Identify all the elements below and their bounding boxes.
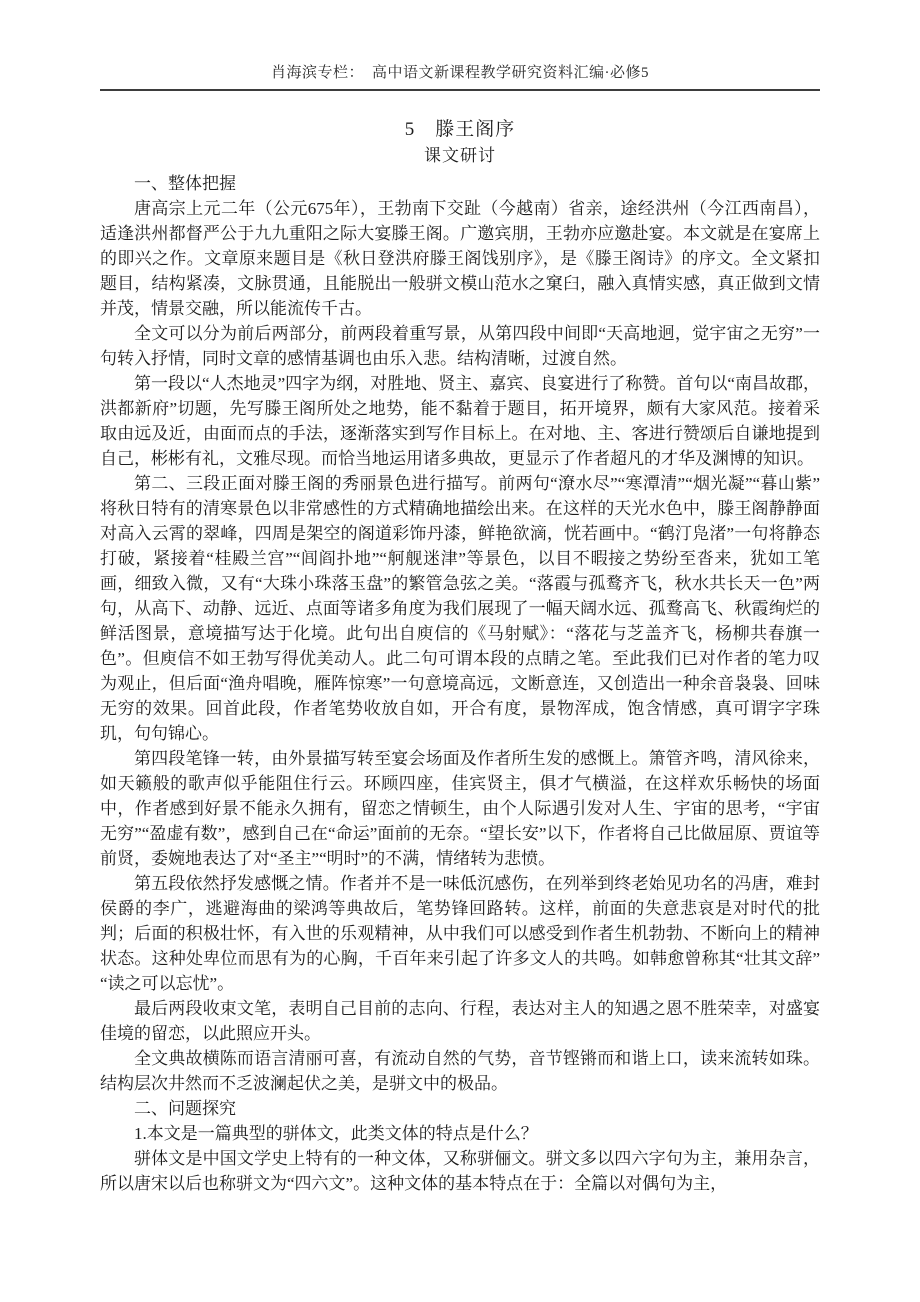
paragraph: 全文典故横陈而语言清丽可喜，有流动自然的气势，音节铿锵而和谐上口，读来流转如珠。结构层次井然而不乏波澜起伏之美，是骈文中的极品。 xyxy=(100,1049,820,1093)
document-title: 5 滕王阁序 xyxy=(404,119,516,140)
document-body xyxy=(100,171,820,1196)
header-divider xyxy=(100,89,820,91)
section-heading-overview: 一、整体把握 xyxy=(134,174,236,193)
page-header-text: 肖海滨专栏： 高中语文新课程教学研究资料汇编·必修5 xyxy=(271,65,649,81)
paragraph: 全文可以分为前后两部分，前两段着重写景，从第四段中间即“天高地迥，觉宇宙之无穷”一句转入抒情，同时文章的感情基调也由乐入悲。结构清晰，过渡自然。 xyxy=(100,324,820,368)
paragraph: 第四段笔锋一转，由外景描写转至宴会场面及作者所生发的感慨上。箫管齐鸣，清风徐来，如天籁般的歌声似乎能阻住行云。环顾四座，佳宾贤主，俱才气横溢，在这样欢乐畅快的场面中，作者感到好景不能永久拥有，留恋之情顿生，由个人际遇引发对人生、宇宙的思考，“宇宙无穷”“盈虚有数”，感到自己在“命运”面前的无奈。“望长安”以下，作者将自己比做屈原、贾谊等前贤，委婉地表达了对“圣主”“明时”的不满，情绪转为悲愤。 xyxy=(100,749,820,868)
section-heading-questions: 二、问题探究 xyxy=(134,1099,236,1118)
paragraph: 1.本文是一篇典型的骈体文，此类文体的特点是什么？ xyxy=(134,1124,538,1143)
paragraph: 骈体文是中国文学史上特有的一种文体，又称骈俪文。骈文多以四六字句为主，兼用杂言，所以唐宋以后也称骈文为“四六文”。这种文体的基本特点在于：全篇以对偶句为主， xyxy=(100,1149,820,1193)
paragraph: 第二、三段正面对滕王阁的秀丽景色进行描写。前两句“潦水尽”“寒潭清”“烟光凝”“暮山紫”将秋日特有的清寒景色以非常感性的方式精确地描绘出来。在这样的天光水色中，滕王阁静静面对高入云霄的翠峰，四周是架空的阁道彩饰丹漆，鲜艳欲滴，恍若画中。“鹤汀凫渚”一句将静态打破，紧接着“桂殿兰宫”“闾阎扑地”“舸舰迷津”等景色，以目不暇接之势纷至沓来，犹如工笔画，细致入微，又有“大珠小珠落玉盘”的繁管急弦之美。“落霞与孤鹜齐飞，秋水共长天一色”两句，从高下、动静、远近、点面等诸多角度为我们展现了一幅天阔水远、孤鹜高飞、秋霞绚烂的鲜活图景，意境描写达于化境。此句出自庾信的《马射赋》：“落花与芝盖齐飞，杨柳共春旗一色”。但庾信不如王勃写得优美动人。此二句可谓本段的点睛之笔。至此我们已对作者的笔力叹为观止，但后面“渔舟唱晚，雁阵惊寒”一句意境高远，文断意连，又创造出一种余音袅袅、回味无穷的效果。回首此段，作者笔势收放自如，开合有度，景物浑成，饱含情感，真可谓字字珠玑，句句锦心。 xyxy=(100,474,820,743)
document-subtitle: 课文研讨 xyxy=(424,146,496,165)
page-header xyxy=(100,64,820,83)
paragraph: 最后两段收束文笔，表明自己目前的志向、行程，表达对主人的知遇之恩不胜荣幸，对盛宴佳境的留恋，以此照应开头。 xyxy=(100,999,820,1043)
paragraph: 第五段依然抒发感慨之情。作者并不是一味低沉感伤，在列举到终老始见功名的冯唐，难封侯爵的李广，逃避海曲的梁鸿等典故后，笔势锋回路转。这样，前面的失意悲哀是对时代的批判；后面的积极壮怀，有入世的乐观精神，从中我们可以感受到作者生机勃勃、不断向上的精神状态。这种处卑位而思有为的心胸，千百年来引起了许多文人的共鸣。如韩愈曾称其“壮其文辞”“读之可以忘忧”。 xyxy=(100,874,820,993)
paragraph: 第一段以“人杰地灵”四字为纲，对胜地、贤主、嘉宾、良宴进行了称赞。首句以“南昌故郡，洪都新府”切题，先写滕王阁所处之地势，能不黏着于题目，拓开境界，颇有大家风范。接着采取由远及近，由面而点的手法，逐渐落实到写作目标上。在对地、主、客进行赞颂后自谦地提到自己，彬彬有礼，文雅尽现。而恰当地运用诸多典故，更显示了作者超凡的才华及渊博的知识。 xyxy=(100,374,820,468)
paragraph: 唐高宗上元二年（公元675年），王勃南下交趾（今越南）省亲，途经洪州（今江西南昌），适逢洪州都督严公于九九重阳之际大宴滕王阁。广邀宾朋，王勃亦应邀赴宴。本文就是在宴席上的即兴之作。文章原来题目是《秋日登洪府滕王阁饯别序》，是《滕王阁诗》的序文。全文紧扣题目，结构紧凑，文脉贯通，且能脱出一般骈文模山范水之窠臼，融入真情实感，真正做到文情并茂，情景交融，所以能流传千古。 xyxy=(100,199,820,318)
